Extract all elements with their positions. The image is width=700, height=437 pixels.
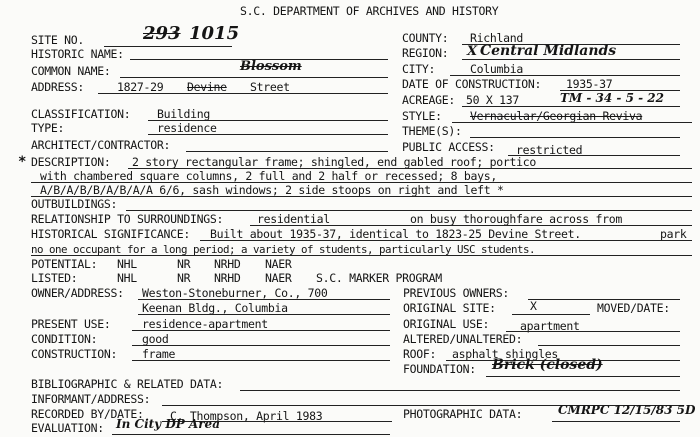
altered-line	[538, 345, 680, 346]
description-line1: 2 story rectangular frame; shingled, end gabled roof; portico	[132, 155, 537, 169]
evaluation-label: EVALUATION:	[31, 421, 104, 435]
roof-label: ROOF:	[403, 347, 437, 361]
owner-underline1	[138, 299, 390, 300]
photographic-label: PHOTOGRAPHIC DATA:	[403, 407, 523, 421]
city-line	[450, 75, 680, 76]
listed-label: LISTED:	[31, 271, 78, 285]
region-label: REGION:	[402, 46, 449, 60]
theme-label: THEME(S):	[402, 124, 462, 138]
outbuildings-label: OUTBUILDINGS:	[31, 197, 118, 211]
address-struck: Devine	[187, 80, 227, 94]
significance-line2: no one occupant for a long period; a variety of students, particularly USC students.	[31, 243, 536, 256]
construction-value: frame	[142, 347, 176, 361]
description-asterisk: *	[18, 154, 27, 170]
relationship-line	[250, 225, 692, 226]
classification-label: CLASSIFICATION:	[31, 107, 131, 121]
region-marker: X	[467, 44, 478, 59]
common-name-label: COMMON NAME:	[31, 64, 111, 78]
moved-date-label: MOVED/DATE:	[597, 301, 670, 315]
listed-naer: NAER	[265, 271, 292, 285]
listed-nhl: NHL	[117, 271, 137, 285]
site-no-struck: 293	[143, 23, 181, 44]
common-name-value: Blossom	[240, 59, 302, 74]
address-label: ADDRESS:	[31, 80, 84, 94]
roof-value: asphalt shingles	[452, 347, 558, 361]
potential-naer: NAER	[265, 257, 292, 271]
type-value: residence	[157, 121, 217, 135]
potential-label: POTENTIAL:	[31, 257, 98, 271]
significance-park: park	[660, 227, 687, 241]
city-value: Columbia	[470, 62, 523, 76]
original-use-label: ORIGINAL USE:	[403, 317, 490, 331]
city-label: CITY:	[402, 62, 436, 76]
classification-value: Building	[157, 107, 210, 121]
construction-line	[132, 360, 390, 361]
historic-name-label: HISTORIC NAME:	[31, 47, 124, 61]
acreage-label: ACREAGE:	[402, 93, 455, 107]
evaluation-value: In City DP Area	[116, 417, 220, 431]
photographic-value: CMRPC 12/15/83 5D	[558, 403, 696, 417]
significance-underline2	[31, 255, 692, 256]
architect-line	[186, 151, 388, 152]
type-label: TYPE:	[31, 121, 65, 135]
date-value: 1935-37	[566, 77, 613, 91]
county-label: COUNTY:	[402, 31, 449, 45]
style-line	[452, 122, 692, 123]
original-site-value: X	[530, 299, 537, 313]
bibliographic-line	[240, 390, 680, 391]
original-site-line	[512, 314, 590, 315]
outbuildings-line	[126, 210, 692, 211]
address-street: Street	[250, 80, 290, 94]
owner-line1: Weston-Stoneburner, Co., 700	[142, 286, 328, 300]
potential-nr: NR	[177, 257, 191, 271]
listed-marker-program: S.C. MARKER PROGRAM	[316, 271, 442, 285]
site-no-label: SITE NO.	[31, 33, 84, 47]
relationship-label: RELATIONSHIP TO SURROUNDINGS:	[31, 212, 224, 226]
potential-nhl: NHL	[117, 257, 137, 271]
present-use-value: residence-apartment	[142, 317, 268, 331]
significance-underline1	[200, 240, 692, 241]
date-label: DATE OF CONSTRUCTION:	[402, 77, 542, 91]
recorded-label: RECORDED BY/DATE:	[31, 407, 144, 421]
significance-label: HISTORICAL SIGNIFICANCE:	[31, 227, 190, 241]
significance-line1: Built about 1935-37, identical to 1823-25 Devine Street.	[210, 227, 581, 241]
style-value: Vernacular/Georgian Reviva	[470, 109, 643, 123]
listed-nr: NR	[177, 271, 191, 285]
present-use-line	[132, 330, 390, 331]
description-line3: A/B/A/B/B/A/B/A/A 6/6, sash windows; 2 side stoops on right and left *	[40, 183, 504, 197]
potential-nrhd: NRHD	[214, 257, 241, 271]
address-line	[98, 93, 388, 94]
informant-label: INFORMANT/ADDRESS:	[31, 392, 151, 406]
foundation-value: Brick (closed)	[492, 357, 603, 373]
original-use-line	[506, 331, 680, 332]
construction-label: CONSTRUCTION:	[31, 347, 118, 361]
region-value: Central Midlands	[480, 43, 617, 59]
altered-label: ALTERED/UNALTERED:	[403, 332, 523, 346]
description-underline3	[31, 196, 692, 197]
condition-value: good	[142, 332, 169, 346]
public-access-label: PUBLIC ACCESS:	[402, 140, 495, 154]
owner-underline2	[138, 314, 390, 315]
address-number: 1827-29	[117, 80, 164, 94]
style-label: STYLE:	[402, 109, 442, 123]
bibliographic-label: BIBLIOGRAPHIC & RELATED DATA:	[31, 377, 224, 391]
previous-owners-label: PREVIOUS OWNERS:	[403, 286, 509, 300]
type-line	[148, 134, 388, 135]
acreage-line	[462, 106, 680, 107]
foundation-line	[486, 376, 680, 377]
description-line2: with chambered square columns, 2 full and 2 half or recessed; 8 bays,	[40, 169, 498, 183]
acreage-value: 50 X 137	[466, 93, 519, 107]
relationship-value: residential	[257, 212, 330, 226]
owner-line2: Keenan Bldg., Columbia	[142, 301, 288, 315]
foundation-label: FOUNDATION:	[403, 362, 476, 376]
original-use-value: apartment	[520, 319, 580, 333]
common-name-line	[120, 77, 388, 78]
present-use-label: PRESENT USE:	[31, 317, 111, 331]
evaluation-line	[112, 434, 390, 435]
recorded-value: C. Thompson, April 1983	[170, 409, 323, 423]
owner-label: OWNER/ADDRESS:	[31, 286, 124, 300]
listed-nrhd: NRHD	[214, 271, 241, 285]
region-line	[462, 59, 680, 60]
previous-owners-line	[528, 299, 680, 300]
description-label: DESCRIPTION:	[31, 155, 111, 169]
original-site-label: ORIGINAL SITE:	[403, 301, 496, 315]
theme-line	[470, 137, 680, 138]
tm-value: TM - 34 - 5 - 22	[560, 91, 664, 105]
relationship-value2: on busy thoroughfare across from	[410, 212, 622, 226]
architect-label: ARCHITECT/CONTRACTOR:	[31, 138, 171, 152]
site-no-value: 1015	[189, 23, 240, 44]
photographic-line	[552, 421, 680, 422]
condition-label: CONDITION:	[31, 332, 98, 346]
county-value: Richland	[470, 31, 523, 45]
condition-line	[132, 345, 390, 346]
document-header: S.C. DEPARTMENT OF ARCHIVES AND HISTORY	[240, 4, 499, 18]
public-access-value: restricted	[516, 143, 583, 157]
